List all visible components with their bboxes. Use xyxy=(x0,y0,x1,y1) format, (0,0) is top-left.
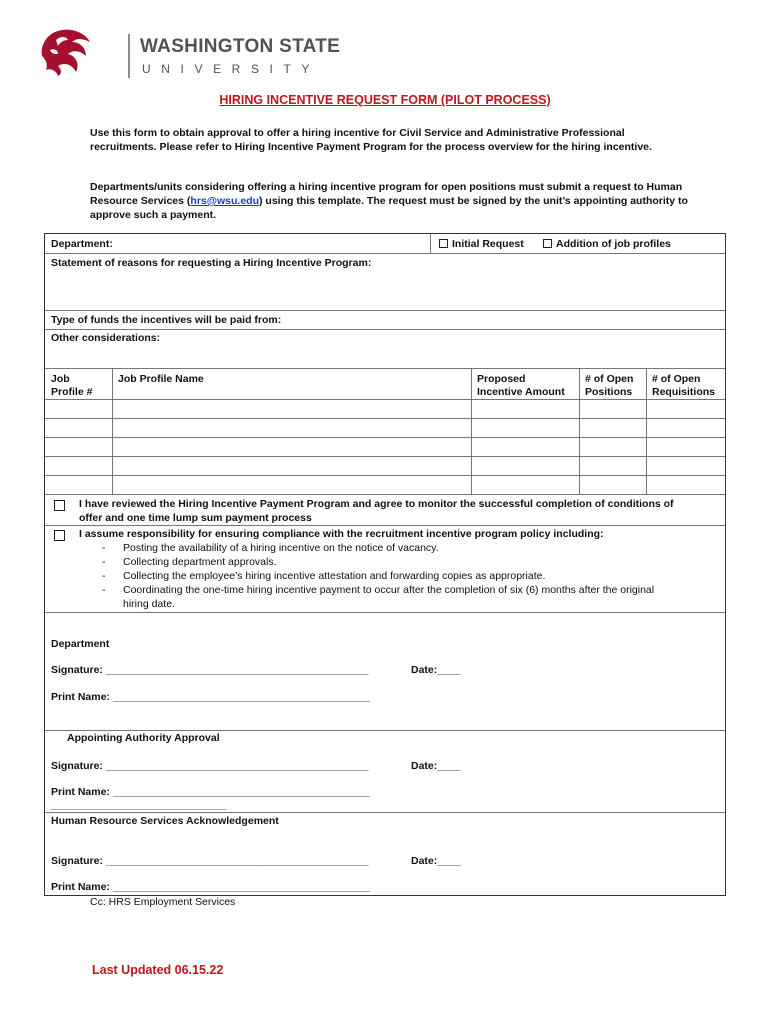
intro-paragraph-2 xyxy=(90,180,690,222)
department-print-name-field[interactable]: Print Name: ____________________________________________ xyxy=(51,691,370,703)
initial-request-option[interactable] xyxy=(439,238,524,251)
appointing-signature-field[interactable]: Signature: _____________________________________________ xyxy=(51,760,369,772)
list-item: Collecting department approvals. xyxy=(123,556,277,568)
department-signature-field[interactable]: Signature: _____________________________________________ xyxy=(51,664,369,676)
ack-responsibility-text: I assume responsibility for ensuring compliance with the recruitment incentive program policy including: xyxy=(79,528,604,540)
col-open-requisitions xyxy=(652,373,715,399)
list-item: Coordinating the one-time hiring incentive payment to occur after the completion of six (6) months after the original xyxy=(123,584,655,596)
divider xyxy=(45,310,725,311)
other-considerations-label: Other considerations: xyxy=(51,332,161,344)
divider xyxy=(45,368,725,369)
divider xyxy=(430,234,431,253)
ack-responsibility-checkbox[interactable] xyxy=(54,530,65,541)
table-row xyxy=(45,437,725,438)
hrs-signature-field[interactable]: Signature: _____________________________________________ xyxy=(51,855,369,867)
divider xyxy=(45,612,725,613)
bullet-marker: - xyxy=(102,556,106,568)
funds-label: Type of funds the incentives will be paid from: xyxy=(51,314,282,326)
department-label: Department: xyxy=(51,238,113,250)
col-open-positions xyxy=(585,373,633,399)
logo-wordmark-top: WASHINGTON STATE xyxy=(140,36,341,57)
table-row xyxy=(45,399,725,400)
statement-label: Statement of reasons for requesting a Hiring Incentive Program: xyxy=(51,257,372,269)
cc-line: Cc: HRS Employment Services xyxy=(90,896,236,908)
header-text: Job xyxy=(51,373,70,385)
appointing-section-label: Appointing Authority Approval xyxy=(67,732,220,744)
table-row xyxy=(45,456,725,457)
divider xyxy=(45,525,725,526)
addition-option[interactable] xyxy=(543,238,671,251)
intro-text: ) using this template. The request must be signed by the unit’s appointing authority to approve such a payment. xyxy=(90,195,688,221)
appointing-print-name-extra: ______________________________ xyxy=(51,799,227,811)
divider xyxy=(45,253,725,254)
divider xyxy=(45,730,725,731)
col-job-profile-num xyxy=(51,373,92,399)
last-updated: Last Updated 06.15.22 xyxy=(92,963,224,977)
ack-review-text-cont: offer and one time lump sum payment process xyxy=(79,512,312,524)
appointing-print-name-field[interactable]: Print Name: ____________________________________________ xyxy=(51,786,370,798)
logo-wordmark-bottom: UNIVERSITY xyxy=(142,62,321,76)
intro-text: Departments/units considering offering a hiring incentive program for open positions must submit a request to Human Resource Services ( xyxy=(90,181,683,207)
header-text: Positions xyxy=(585,386,633,398)
table-row xyxy=(45,418,725,419)
header-text: # of Open xyxy=(585,373,634,385)
col-proposed-amount xyxy=(477,373,565,399)
ack-review-checkbox[interactable] xyxy=(54,500,65,511)
header-text: Requisitions xyxy=(652,386,716,398)
col-job-profile-name: Job Profile Name xyxy=(118,373,204,385)
table-row xyxy=(45,494,725,495)
divider xyxy=(45,329,725,330)
hrs-section-label: Human Resource Services Acknowledgement xyxy=(51,815,279,827)
table-row xyxy=(45,475,725,476)
ack-review-text: I have reviewed the Hiring Incentive Payment Program and agree to monitor the successful completion of conditions of xyxy=(79,498,674,510)
header-text: Proposed xyxy=(477,373,526,385)
addition-checkbox[interactable] xyxy=(543,239,552,248)
hrs-email-link[interactable]: hrs@wsu.edu xyxy=(190,195,259,207)
hrs-date-field[interactable]: Date:____ xyxy=(411,855,461,867)
cougar-logo-icon xyxy=(36,26,92,78)
divider xyxy=(45,812,725,813)
list-item-cont: hiring date. xyxy=(123,598,175,610)
logo-divider xyxy=(128,34,130,78)
intro-paragraph-1: Use this form to obtain approval to offer a hiring incentive for Civil Service and Administrative Professional recruitments. Please refer to Hiring Incentive Payment Program for the process overview for the hiring incentive. xyxy=(90,127,652,153)
hrs-print-name-field[interactable]: Print Name: ____________________________________________ xyxy=(51,881,370,893)
department-section-label: Department xyxy=(51,638,110,650)
bullet-marker: - xyxy=(102,570,106,582)
header-text: Incentive Amount xyxy=(477,386,565,398)
initial-request-checkbox[interactable] xyxy=(439,239,448,248)
bullet-marker: - xyxy=(102,584,106,596)
addition-label: Addition of job profiles xyxy=(556,238,671,250)
appointing-date-field[interactable]: Date:____ xyxy=(411,760,461,772)
request-form xyxy=(44,233,726,896)
list-item: Posting the availability of a hiring incentive on the notice of vacancy. xyxy=(123,542,439,554)
header-text: Profile # xyxy=(51,386,93,398)
form-title: HIRING INCENTIVE REQUEST FORM (PILOT PROCESS) xyxy=(219,93,551,107)
bullet-marker: - xyxy=(102,542,106,554)
list-item: Collecting the employee’s hiring incentive attestation and forwarding copies as appropriate. xyxy=(123,570,546,582)
initial-request-label: Initial Request xyxy=(452,238,524,250)
header-text: # of Open xyxy=(652,373,701,385)
department-date-field[interactable]: Date:____ xyxy=(411,664,461,676)
wsu-logo xyxy=(36,24,341,84)
